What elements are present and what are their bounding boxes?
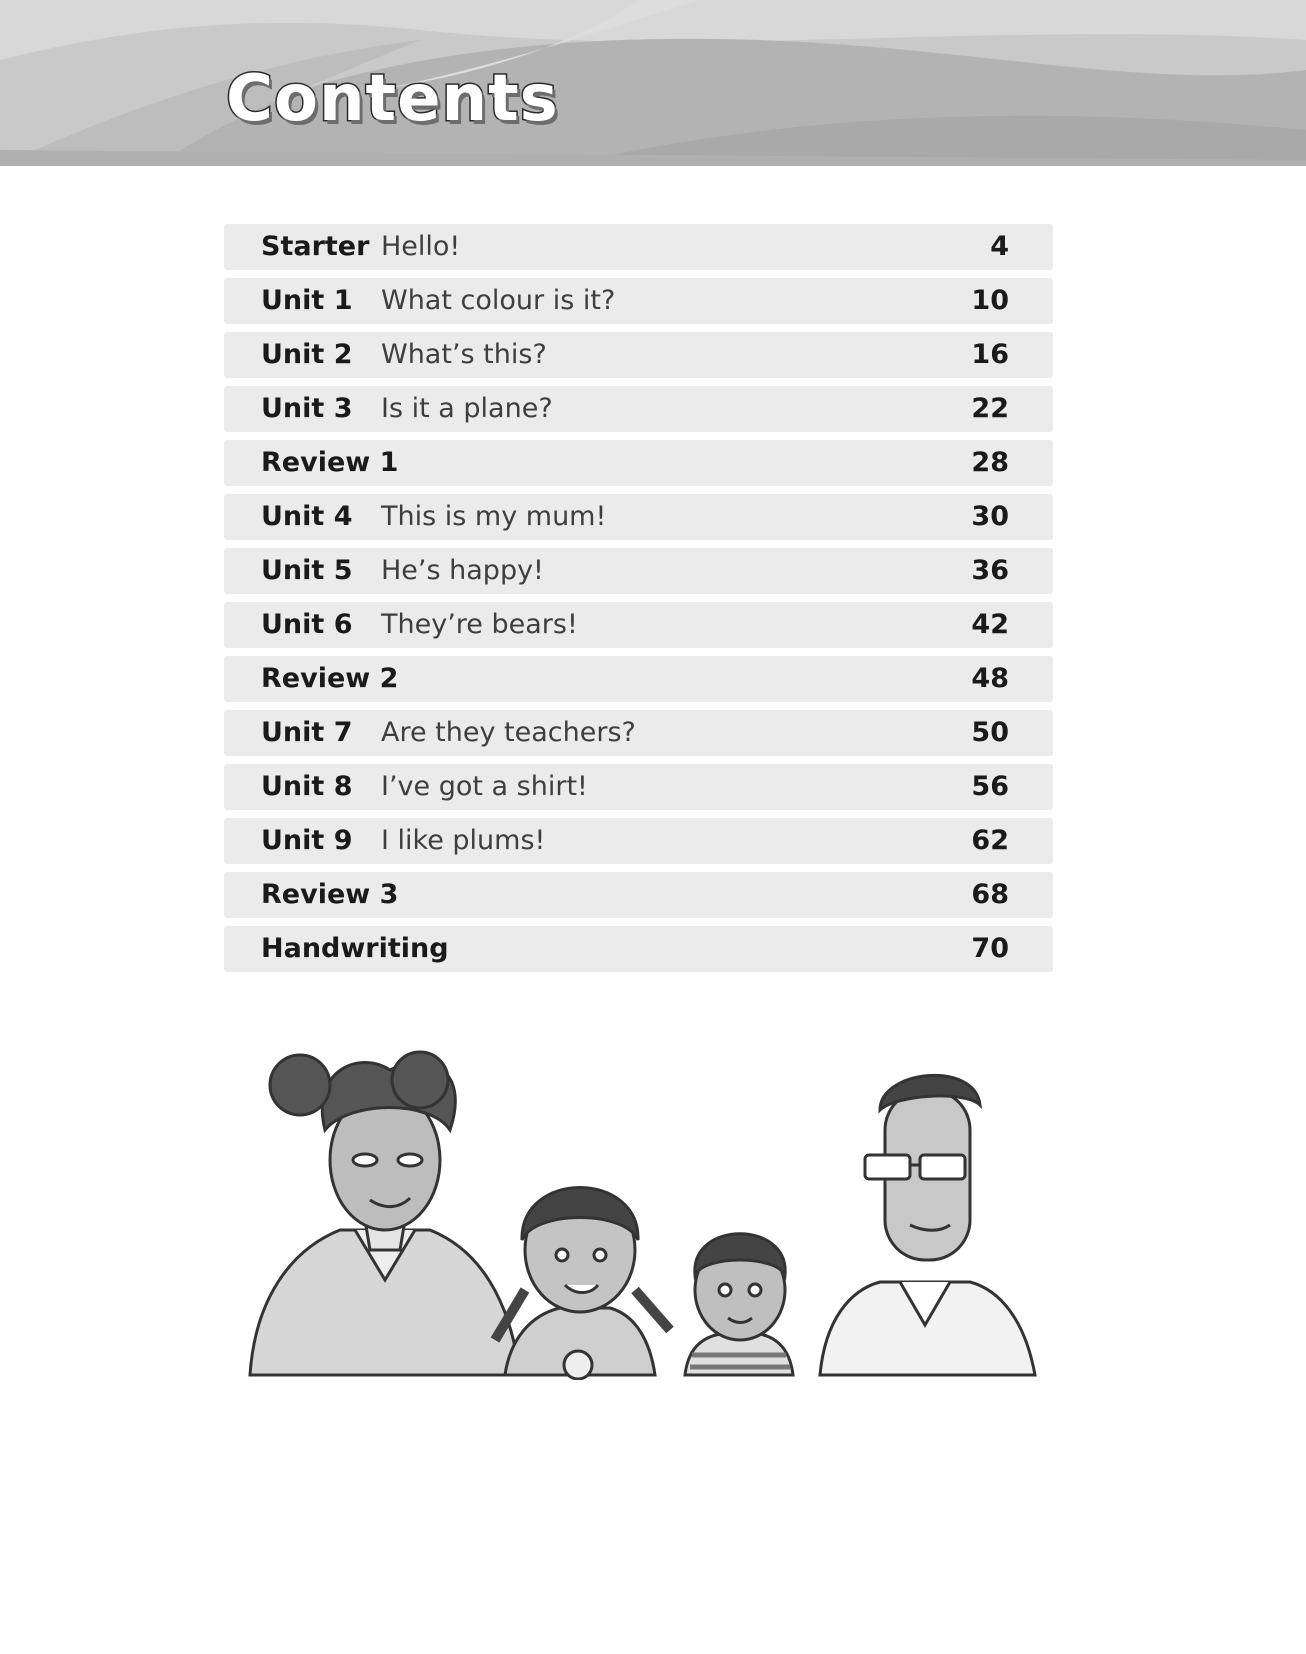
toc-title: Hello! (381, 231, 461, 262)
toc-title: What’s this? (381, 339, 547, 370)
toc-row (224, 818, 1053, 864)
header-banner (0, 0, 1306, 166)
header-swoosh-background (0, 0, 1306, 166)
toc-row (224, 872, 1053, 918)
toc-page-number: 28 (971, 447, 1009, 478)
girl-figure (495, 1188, 670, 1380)
toc-page-number: 16 (971, 339, 1009, 370)
toc-page-number: 62 (971, 825, 1009, 856)
toc-title: They’re bears! (381, 609, 578, 640)
toc-row (224, 494, 1053, 540)
toc-label: Unit 3 (261, 393, 353, 424)
toc-title: I’ve got a shirt! (381, 771, 588, 802)
boy-figure (685, 1234, 793, 1375)
toc-row (224, 386, 1053, 432)
toc-row (224, 926, 1053, 972)
toc-page-number: 48 (971, 663, 1009, 694)
toc-row (224, 548, 1053, 594)
father-figure (820, 1075, 1035, 1375)
toc-page-number: 56 (971, 771, 1009, 802)
toc-label: Unit 9 (261, 825, 353, 856)
toc-row (224, 332, 1053, 378)
toc-label: Unit 6 (261, 609, 353, 640)
toc-label: Starter (261, 231, 370, 262)
toc-page-number: 36 (971, 555, 1009, 586)
family-illustration (230, 1050, 1070, 1380)
toc-page-number: 50 (971, 717, 1009, 748)
toc-row (224, 224, 1053, 270)
toc-label: Unit 5 (261, 555, 353, 586)
toc-label: Review 3 (261, 879, 399, 910)
toc-label: Unit 1 (261, 285, 353, 316)
toc-page-number: 22 (971, 393, 1009, 424)
toc-page-number: 70 (971, 933, 1009, 964)
toc-page-number: 10 (971, 285, 1009, 316)
toc-label: Handwriting (261, 933, 449, 964)
toc-title: Is it a plane? (381, 393, 553, 424)
table-of-contents (224, 224, 1053, 980)
page-title: Contents (226, 62, 559, 136)
toc-title: What colour is it? (381, 285, 616, 316)
toc-row (224, 710, 1053, 756)
toc-page-number: 42 (971, 609, 1009, 640)
toc-row (224, 656, 1053, 702)
toc-row (224, 278, 1053, 324)
toc-row (224, 602, 1053, 648)
mother-figure (250, 1052, 520, 1375)
toc-title: This is my mum! (381, 501, 607, 532)
toc-label: Unit 8 (261, 771, 353, 802)
toc-label: Review 2 (261, 663, 399, 694)
toc-title: Are they teachers? (381, 717, 636, 748)
toc-title: I like plums! (381, 825, 546, 856)
toc-title: He’s happy! (381, 555, 544, 586)
toc-page-number: 30 (971, 501, 1009, 532)
toc-page-number: 4 (990, 231, 1009, 262)
toc-label: Unit 4 (261, 501, 353, 532)
toc-label: Unit 7 (261, 717, 353, 748)
toc-row (224, 764, 1053, 810)
toc-label: Review 1 (261, 447, 399, 478)
toc-label: Unit 2 (261, 339, 353, 370)
toc-row (224, 440, 1053, 486)
toc-page-number: 68 (971, 879, 1009, 910)
